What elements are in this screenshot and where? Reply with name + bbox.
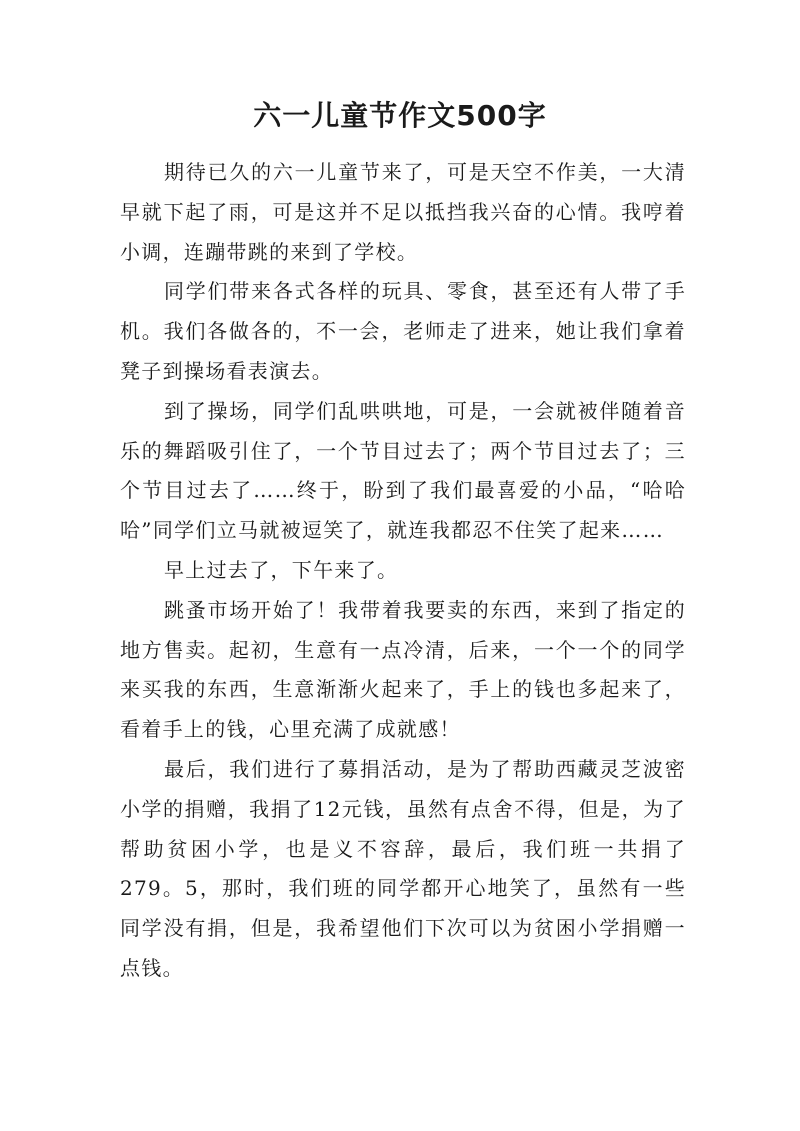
- document-title: 六一儿童节作文500字: [253, 99, 547, 132]
- paragraph-5: 跳蚤市场开始了！我带着我要卖的东西，来到了指定的地方售卖。起初，生意有一点冷清，后来，一个一个的同学来买我的东西，生意渐渐火起来了，手上的钱也多起来了，看着手上的钱，心里充满了成就感！: [120, 597, 686, 742]
- paragraph-4: 早上过去了，下午来了。: [164, 557, 399, 582]
- document-body: [120, 153, 686, 989]
- paragraph-2: 同学们带来各式各样的玩具、零食，甚至还有人带了手机。我们各做各的，不一会，老师走了进来，她让我们拿着凳子到操场看表演去。: [120, 279, 686, 383]
- paragraph-6: 最后，我们进行了募捐活动，是为了帮助西藏灵芝波密小学的捐赠，我捐了12元钱，虽然有点舍不得，但是，为了帮助贫困小学，也是义不容辞，最后，我们班一共捐了279。5，那时，我们班的同学都开心地笑了，虽然有一些同学没有捐，但是，我希望他们下次可以为贫困小学捐赠一点钱。: [120, 756, 686, 980]
- paragraph-3: 到了操场，同学们乱哄哄地，可是，一会就被伴随着音乐的舞蹈吸引住了，一个节目过去了；两个节目过去了；三个节目过去了……终于，盼到了我们最喜爱的小品，“哈哈哈”同学们立马就被逗笑了，就连我都忍不住笑了起来……: [120, 398, 686, 543]
- paragraph-1: 期待已久的六一儿童节来了，可是天空不作美，一大清早就下起了雨，可是这并不足以抵挡我兴奋的心情。我哼着小调，连蹦带跳的来到了学校。: [120, 160, 686, 264]
